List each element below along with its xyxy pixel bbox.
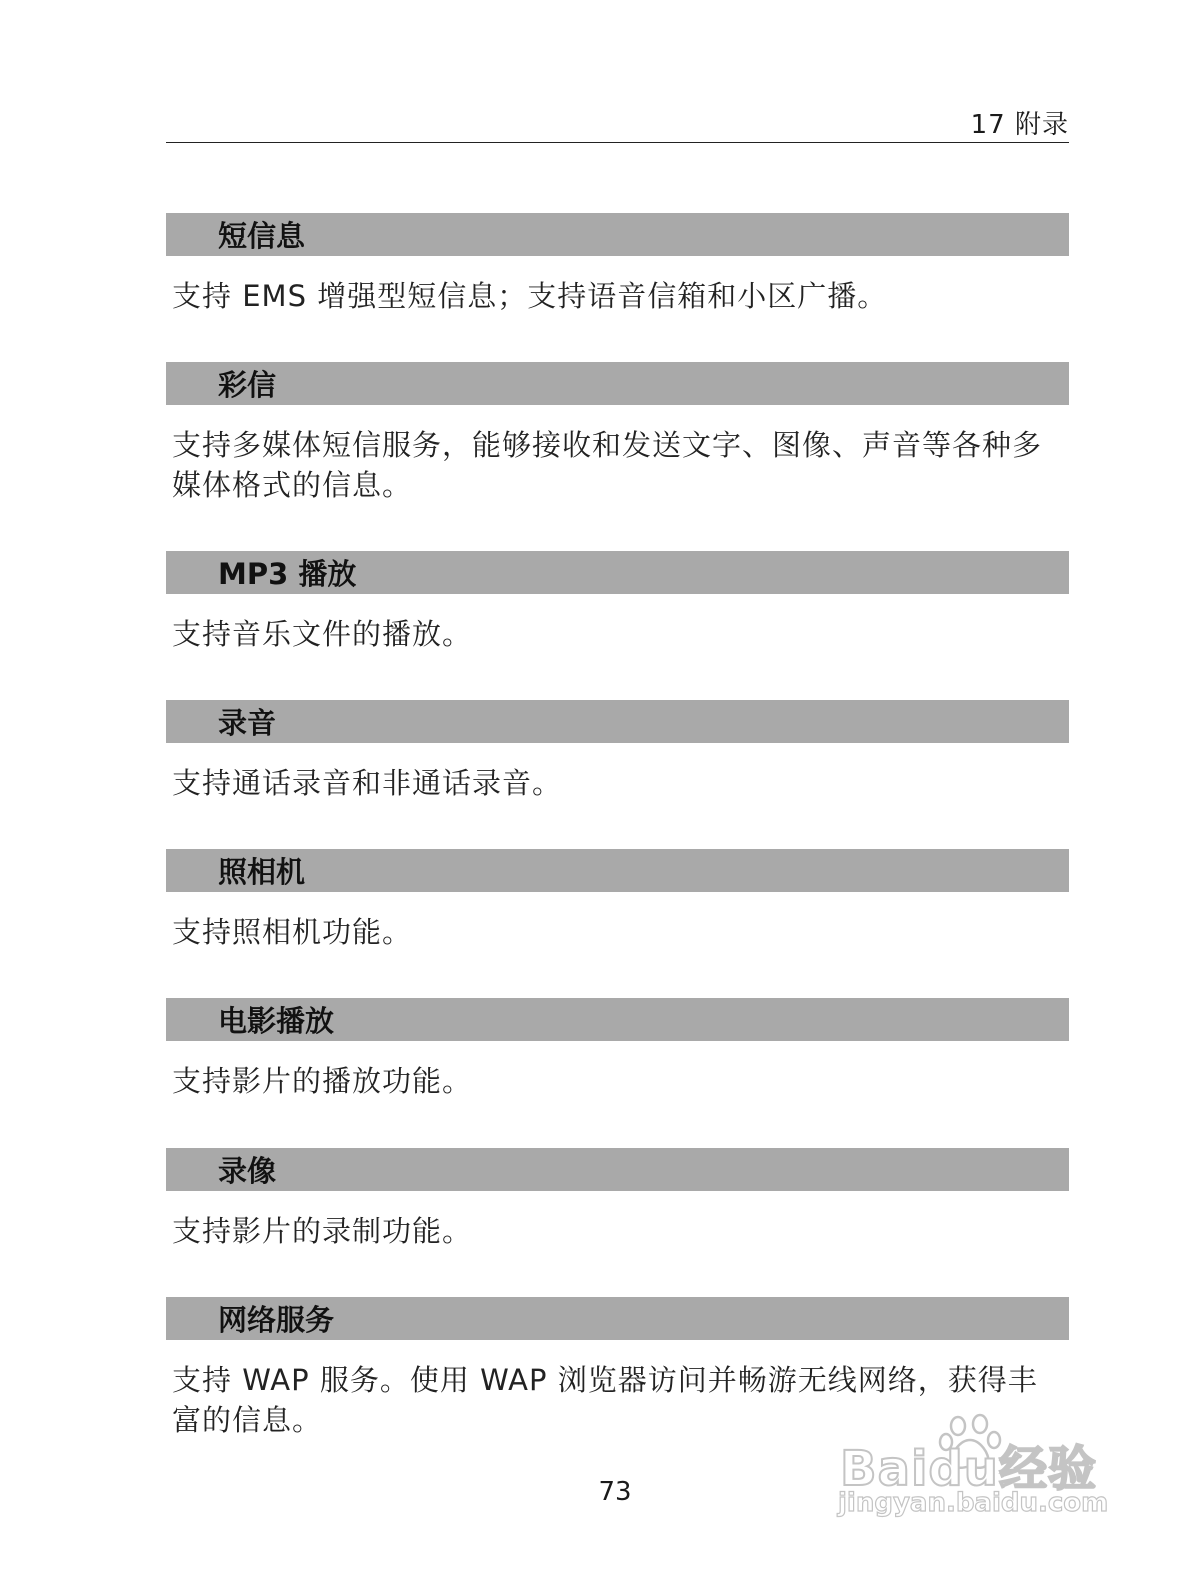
section-camera xyxy=(166,849,1069,952)
section-heading: 照相机 xyxy=(166,849,1069,892)
section-heading: 短信息 xyxy=(166,213,1069,256)
chapter-number: 17 xyxy=(970,110,1006,140)
section-body: 支持影片的播放功能。 xyxy=(172,1064,473,1098)
page-number: 73 xyxy=(598,1477,632,1507)
section-heading: 彩信 xyxy=(166,362,1069,405)
section-sms xyxy=(166,213,1069,316)
section-body: 支持照相机功能。 xyxy=(172,915,413,949)
section-body: 支持 EMS 增强型短信息；支持语音信箱和小区广播。 xyxy=(172,279,888,313)
baidu-watermark xyxy=(830,1412,1120,1542)
section-heading: 录像 xyxy=(166,1148,1069,1191)
section-body: 支持通话录音和非通话录音。 xyxy=(172,766,563,800)
section-heading: 录音 xyxy=(166,700,1069,743)
chapter-title: 附录 xyxy=(1014,110,1069,140)
section-mp3 xyxy=(166,551,1069,654)
header-rule xyxy=(166,142,1069,143)
watermark-url: jingyan.baidu.com xyxy=(838,1488,1109,1518)
section-body: 支持 WAP 服务。使用 WAP 浏览器访问并畅游无线网络，获得丰富的信息。 xyxy=(172,1363,1038,1437)
section-body: 支持影片的录制功能。 xyxy=(172,1214,473,1248)
section-mms xyxy=(166,362,1069,505)
section-heading: 电影播放 xyxy=(166,998,1069,1041)
running-header xyxy=(971,104,1069,141)
section-heading: MP3 播放 xyxy=(166,551,1069,594)
section-heading: 网络服务 xyxy=(166,1297,1069,1340)
section-body: 支持多媒体短信服务，能够接收和发送文字、图像、声音等各种多媒体格式的信息。 xyxy=(172,428,1043,502)
watermark-brand: Baidu经验 xyxy=(840,1441,1097,1497)
section-movie xyxy=(166,998,1069,1101)
section-recording xyxy=(166,700,1069,803)
section-body: 支持音乐文件的播放。 xyxy=(172,617,473,651)
section-video-recording xyxy=(166,1148,1069,1251)
